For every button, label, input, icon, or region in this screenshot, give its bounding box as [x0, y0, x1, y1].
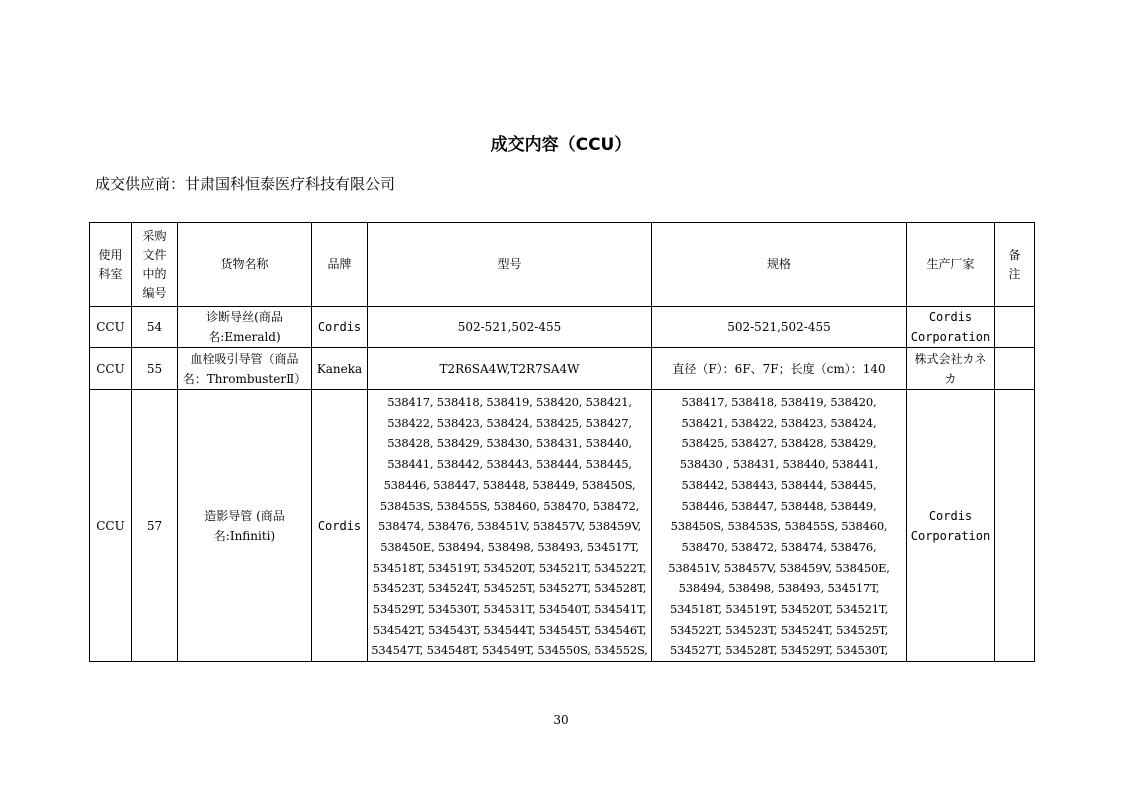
header-code: 采购文件中的编号 — [132, 223, 178, 307]
cell-code: 57 — [132, 390, 178, 662]
cell-spec: 直径（F）：6F、7F；长度（cm）：140 — [652, 348, 907, 390]
header-name: 货物名称 — [178, 223, 312, 307]
cell-model: 538417, 538418, 538419, 538420, 538421, 538422, 538423, 538424, 538425, 538427, 538428, 538429, 538430, 538431, 538440, 538441, 538442, 538443, 538444, 538445, 538446, 538447, 538448, 538449, 538450S, 538453S, 538455S, 538460, 538470, 538472, 538474, 538476, 538451V, 538457V, 538459V, 538450E, 538494, 538498, 538493, 534517T, 534518T, 534519T, 534520T, 534521T, 534522T, 534523T, 534524T, 534525T, 534527T, 534528T, 534529T, 534530T, 534531T, 534540T, 534541T, 534542T, 534543T, 534544T, 534545T, 534546T, 534547T, 534548T, 534549T, 534550S, 534552S, — [368, 390, 652, 662]
cell-maker: Cordis Corporation — [907, 307, 995, 348]
cell-remark — [995, 390, 1035, 662]
deal-content-table — [89, 222, 1035, 662]
cell-name: 血栓吸引导管（商品名：ThrombusterⅡ） — [178, 348, 312, 390]
cell-maker: Cordis Corporation — [907, 390, 995, 662]
cell-code: 55 — [132, 348, 178, 390]
header-model: 型号 — [368, 223, 652, 307]
header-brand: 品牌 — [312, 223, 368, 307]
table-header-row — [90, 223, 1035, 307]
cell-spec: 502-521,502-455 — [652, 307, 907, 348]
cell-spec: 538417, 538418, 538419, 538420, 538421, 538422, 538423, 538424, 538425, 538427, 538428, 538429, 538430 , 538431, 538440, 538441, 538442, 538443, 538444, 538445, 538446, 538447, 538448, 538449, 538450S, 538453S, 538455S, 538460, 538470, 538472, 538474, 538476, 538451V, 538457V, 538459V, 538450E, 538494, 538498, 538493, 534517T, 534518T, 534519T, 534520T, 534521T, 534522T, 534523T, 534524T, 534525T, 534527T, 534528T, 534529T, 534530T, — [652, 390, 907, 662]
cell-remark — [995, 307, 1035, 348]
cell-name: 诊断导丝(商品名:Emerald) — [178, 307, 312, 348]
header-remark: 备注 — [995, 223, 1035, 307]
header-spec: 规格 — [652, 223, 907, 307]
cell-dept: CCU — [90, 307, 132, 348]
cell-name: 造影导管 (商品名:Infiniti) — [178, 390, 312, 662]
cell-brand: Cordis — [312, 307, 368, 348]
header-maker: 生产厂家 — [907, 223, 995, 307]
cell-code: 54 — [132, 307, 178, 348]
cell-brand: Kaneka — [312, 348, 368, 390]
header-dept: 使用科室 — [90, 223, 132, 307]
cell-brand: Cordis — [312, 390, 368, 662]
table-row — [90, 348, 1035, 390]
cell-model: T2R6SA4W,T2R7SA4W — [368, 348, 652, 390]
supplier-line: 成交供应商：甘肃国科恒泰医疗科技有限公司 — [95, 175, 396, 193]
cell-maker: 株式会社カネカ — [907, 348, 995, 390]
document-title: 成交内容（CCU） — [490, 135, 632, 155]
cell-dept: CCU — [90, 390, 132, 662]
table-row — [90, 390, 1035, 662]
page-number: 30 — [553, 713, 569, 727]
cell-dept: CCU — [90, 348, 132, 390]
cell-model: 502-521,502-455 — [368, 307, 652, 348]
cell-remark — [995, 348, 1035, 390]
table-row — [90, 307, 1035, 348]
